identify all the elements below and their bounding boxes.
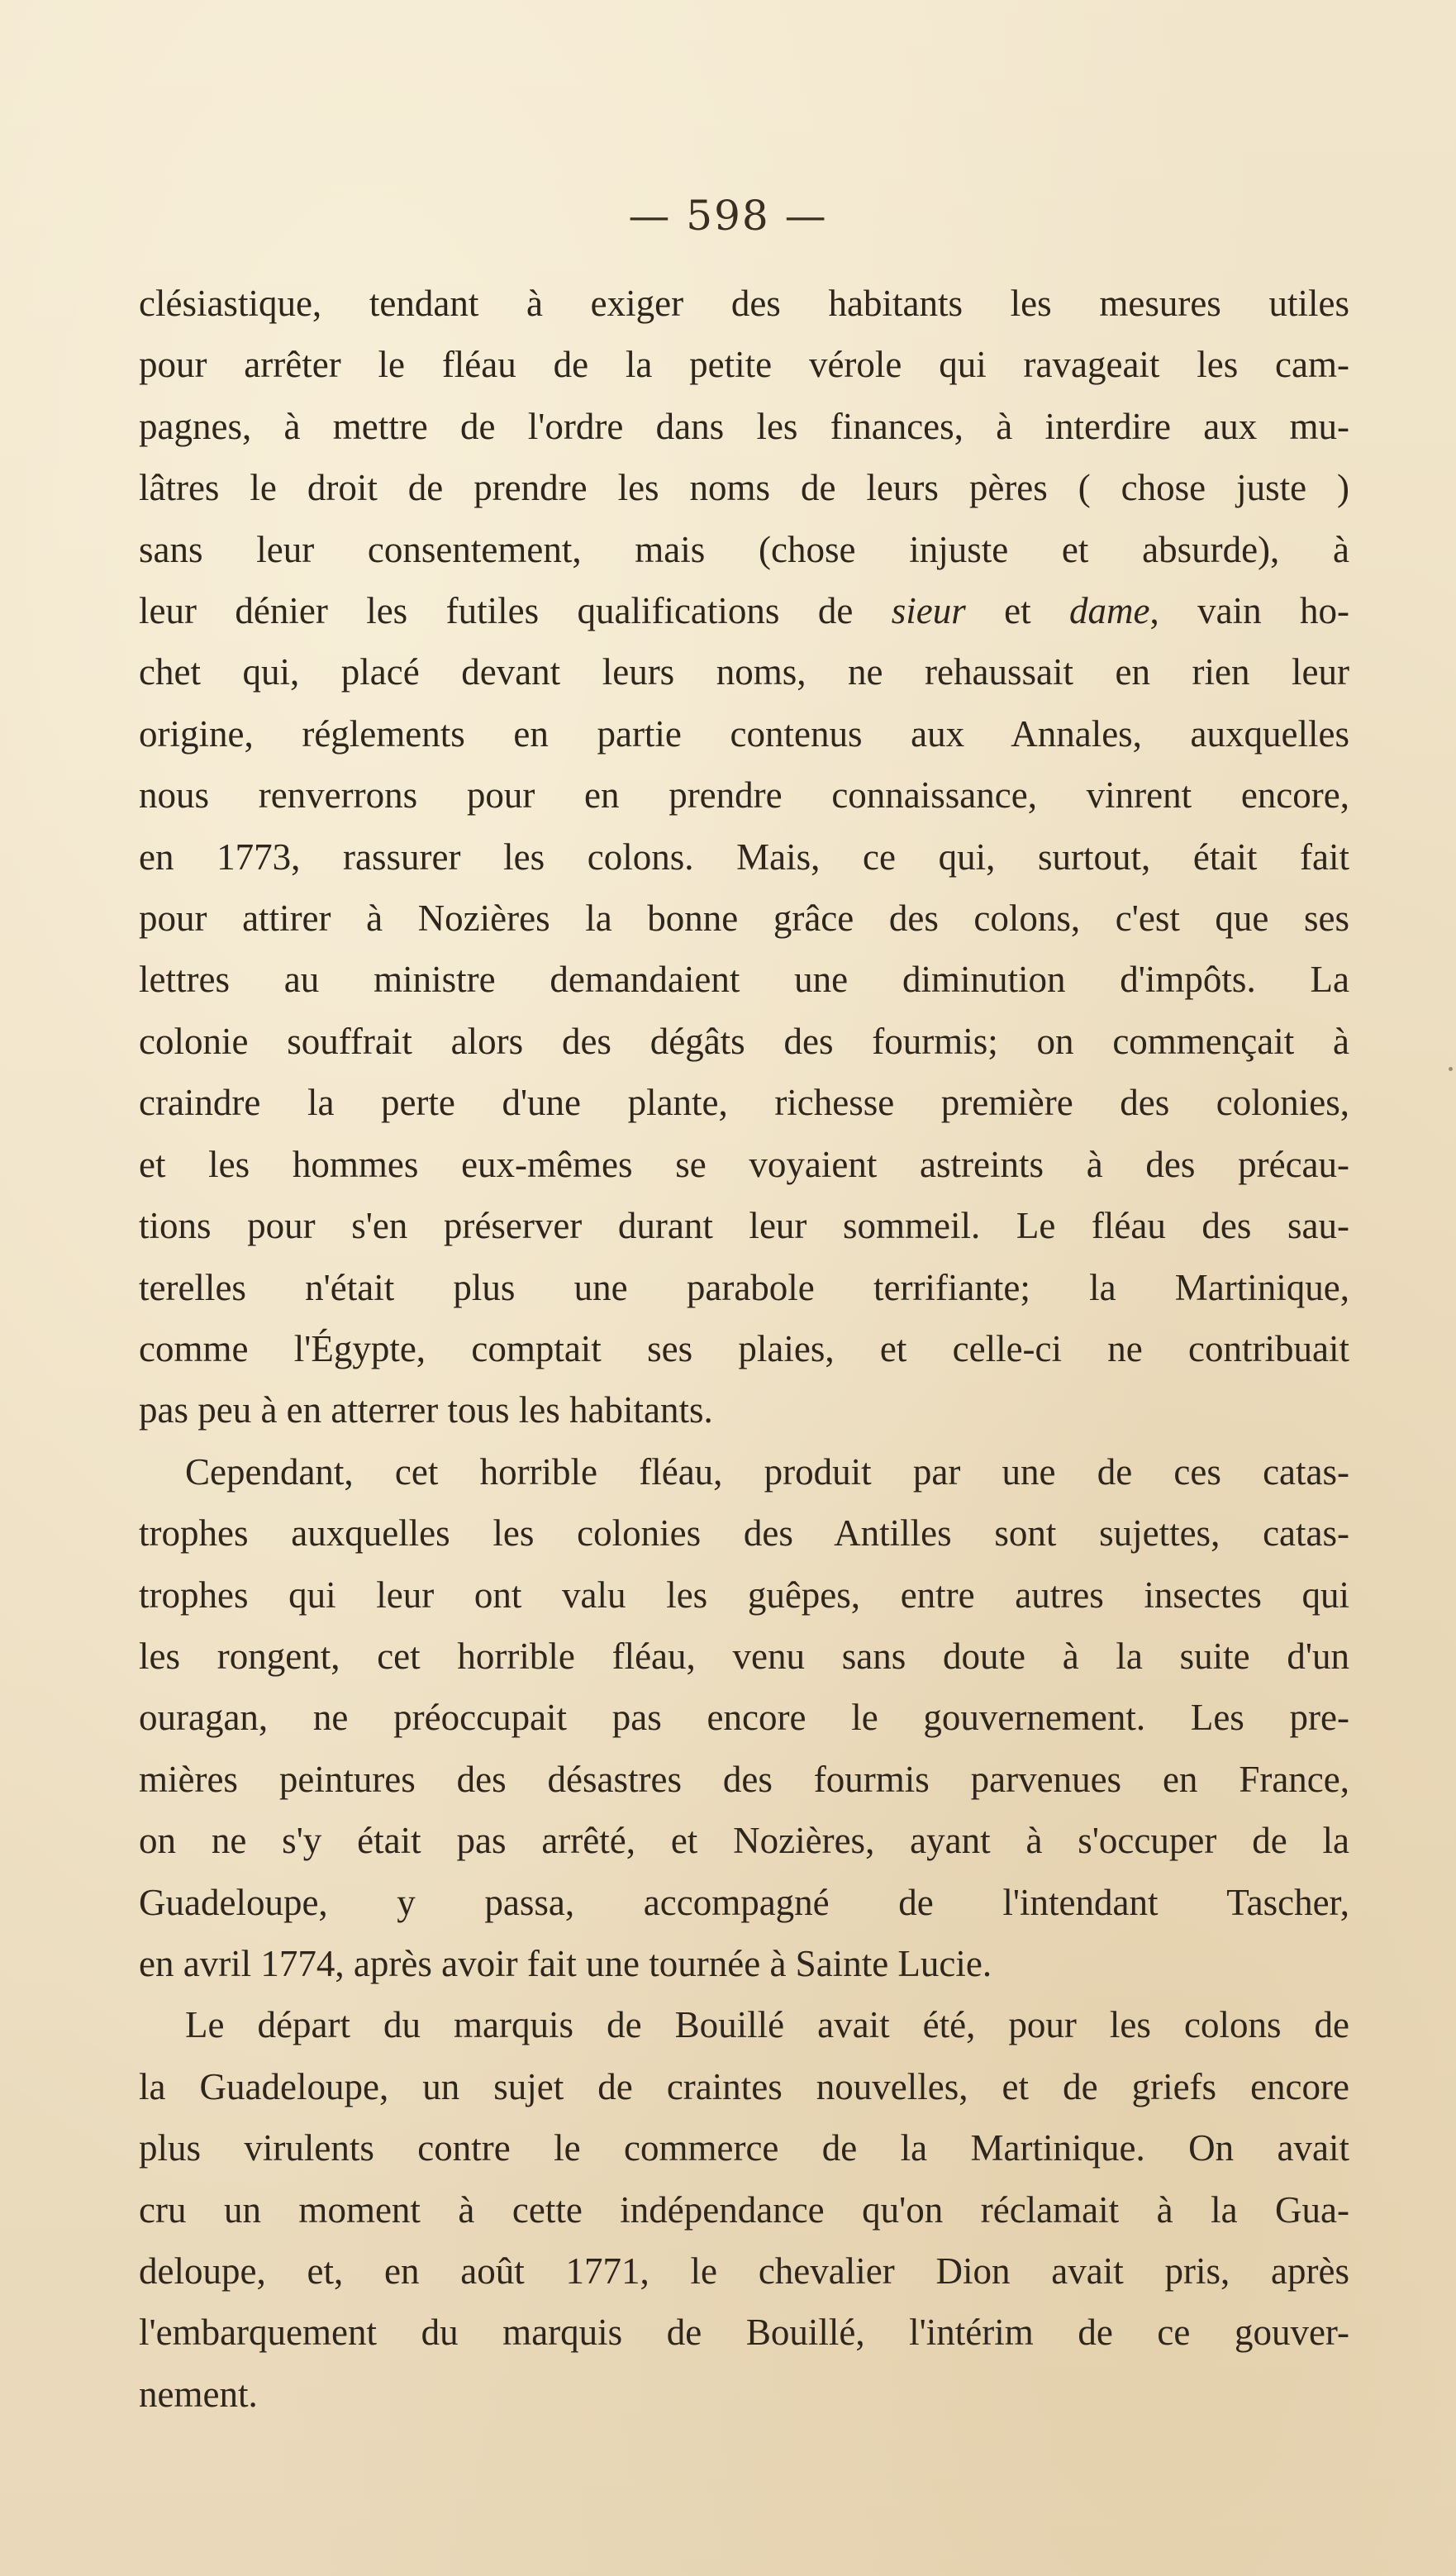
- text-line: pas peu à en atterrer tous les habitants.: [139, 1389, 713, 1431]
- italic-word-sieur: sieur: [891, 590, 966, 632]
- text-line: tions pour s'en préserver durant leur sommeil. Le fléau des sau-: [139, 1205, 1349, 1247]
- text-line: la Guadeloupe, un sujet de craintes nouvelles, et de griefs encore: [139, 2065, 1349, 2107]
- text-line: terelles n'était plus une parabole terrifiante; la Martinique,: [139, 1266, 1349, 1308]
- text-line: pour attirer à Nozières la bonne grâce des colons, c'est que ses: [139, 898, 1349, 940]
- text-line: Guadeloupe, y passa, accompagné de l'intendant Tascher,: [139, 1881, 1349, 1923]
- text-line: les rongent, cet horrible fléau, venu sans doute à la suite d'un: [139, 1635, 1349, 1677]
- text-line: Cependant, cet horrible fléau, produit par une de ces catas-: [185, 1450, 1349, 1493]
- text-line: trophes qui leur ont valu les guêpes, entre autres insectes qui: [139, 1574, 1349, 1616]
- text-line: colonie souffrait alors des dégâts des fourmis; on commençait à: [139, 1020, 1349, 1062]
- text-line: en avril 1774, après avoir fait une tournée à Sainte Lucie.: [139, 1942, 992, 1984]
- text-line: cru un moment à cette indépendance qu'on réclamait à la Gua-: [139, 2188, 1349, 2231]
- text-segment: , vain ho-: [1149, 590, 1350, 632]
- text-line: et les hommes eux-mêmes se voyaient astreints à des précau-: [139, 1143, 1349, 1185]
- paragraph-3: [139, 1994, 1349, 2425]
- text-line: craindre la perte d'une plante, richesse première des colonies,: [139, 1082, 1349, 1124]
- text-line: nement.: [139, 2373, 258, 2415]
- paper-speck: [1449, 1067, 1453, 1071]
- page-number: — 598 —: [628, 192, 828, 240]
- text-line: mières peintures des désastres des fourmis parvenues en France,: [139, 1758, 1349, 1800]
- text-line: on ne s'y était pas arrêté, et Nozières, ayant à s'occuper de la: [139, 1820, 1349, 1862]
- text-line: chet qui, placé devant leurs noms, ne rehaussait en rien leur: [139, 651, 1349, 693]
- text-line: pagnes, à mettre de l'ordre dans les finances, à interdire aux mu-: [139, 405, 1349, 447]
- text-line: pour arrêter le fléau de la petite vérole qui ravageait les cam-: [139, 344, 1349, 386]
- text-segment: leur dénier les futiles qualifications de: [139, 590, 892, 632]
- text-line: ouragan, ne préoccupait pas encore le gouvernement. Les pre-: [139, 1697, 1349, 1739]
- text-line: Le départ du marquis de Bouillé avait été, pour les colons de: [185, 2004, 1349, 2046]
- text-line: comme l'Égypte, comptait ses plaies, et celle-ci ne contribuait: [139, 1327, 1349, 1369]
- text-line: l'embarquement du marquis de Bouillé, l'intérim de ce gouver-: [139, 2312, 1349, 2354]
- text-line: lâtres le droit de prendre les noms de leurs pères ( chose juste ): [139, 467, 1349, 509]
- text-line: en 1773, rassurer les colons. Mais, ce qui, surtout, était fait: [139, 836, 1349, 878]
- text-line: sans leur consentement, mais (chose injuste et absurde), à: [139, 528, 1349, 570]
- text-line: origine, réglements en partie contenus aux Annales, auxquelles: [139, 712, 1349, 755]
- text-line: clésiastique, tendant à exiger des habitants les mesures utiles: [139, 283, 1349, 324]
- body-text: [139, 273, 1349, 2425]
- text-segment: et: [965, 590, 1069, 632]
- paragraph-1: [139, 273, 1349, 1441]
- paragraph-2: [139, 1441, 1349, 1995]
- text-line: lettres au ministre demandaient une diminution d'impôts. La: [139, 959, 1349, 1001]
- text-line: trophes auxquelles les colonies des Antilles sont sujettes, catas-: [139, 1512, 1349, 1555]
- italic-word-dame: dame: [1069, 590, 1150, 632]
- text-line: deloupe, et, en août 1771, le chevalier Dion avait pris, après: [139, 2250, 1349, 2292]
- text-line: plus virulents contre le commerce de la Martinique. On avait: [139, 2127, 1349, 2169]
- text-line: nous renverrons pour en prendre connaissance, vinrent encore,: [139, 774, 1349, 817]
- text-line: [139, 580, 1349, 641]
